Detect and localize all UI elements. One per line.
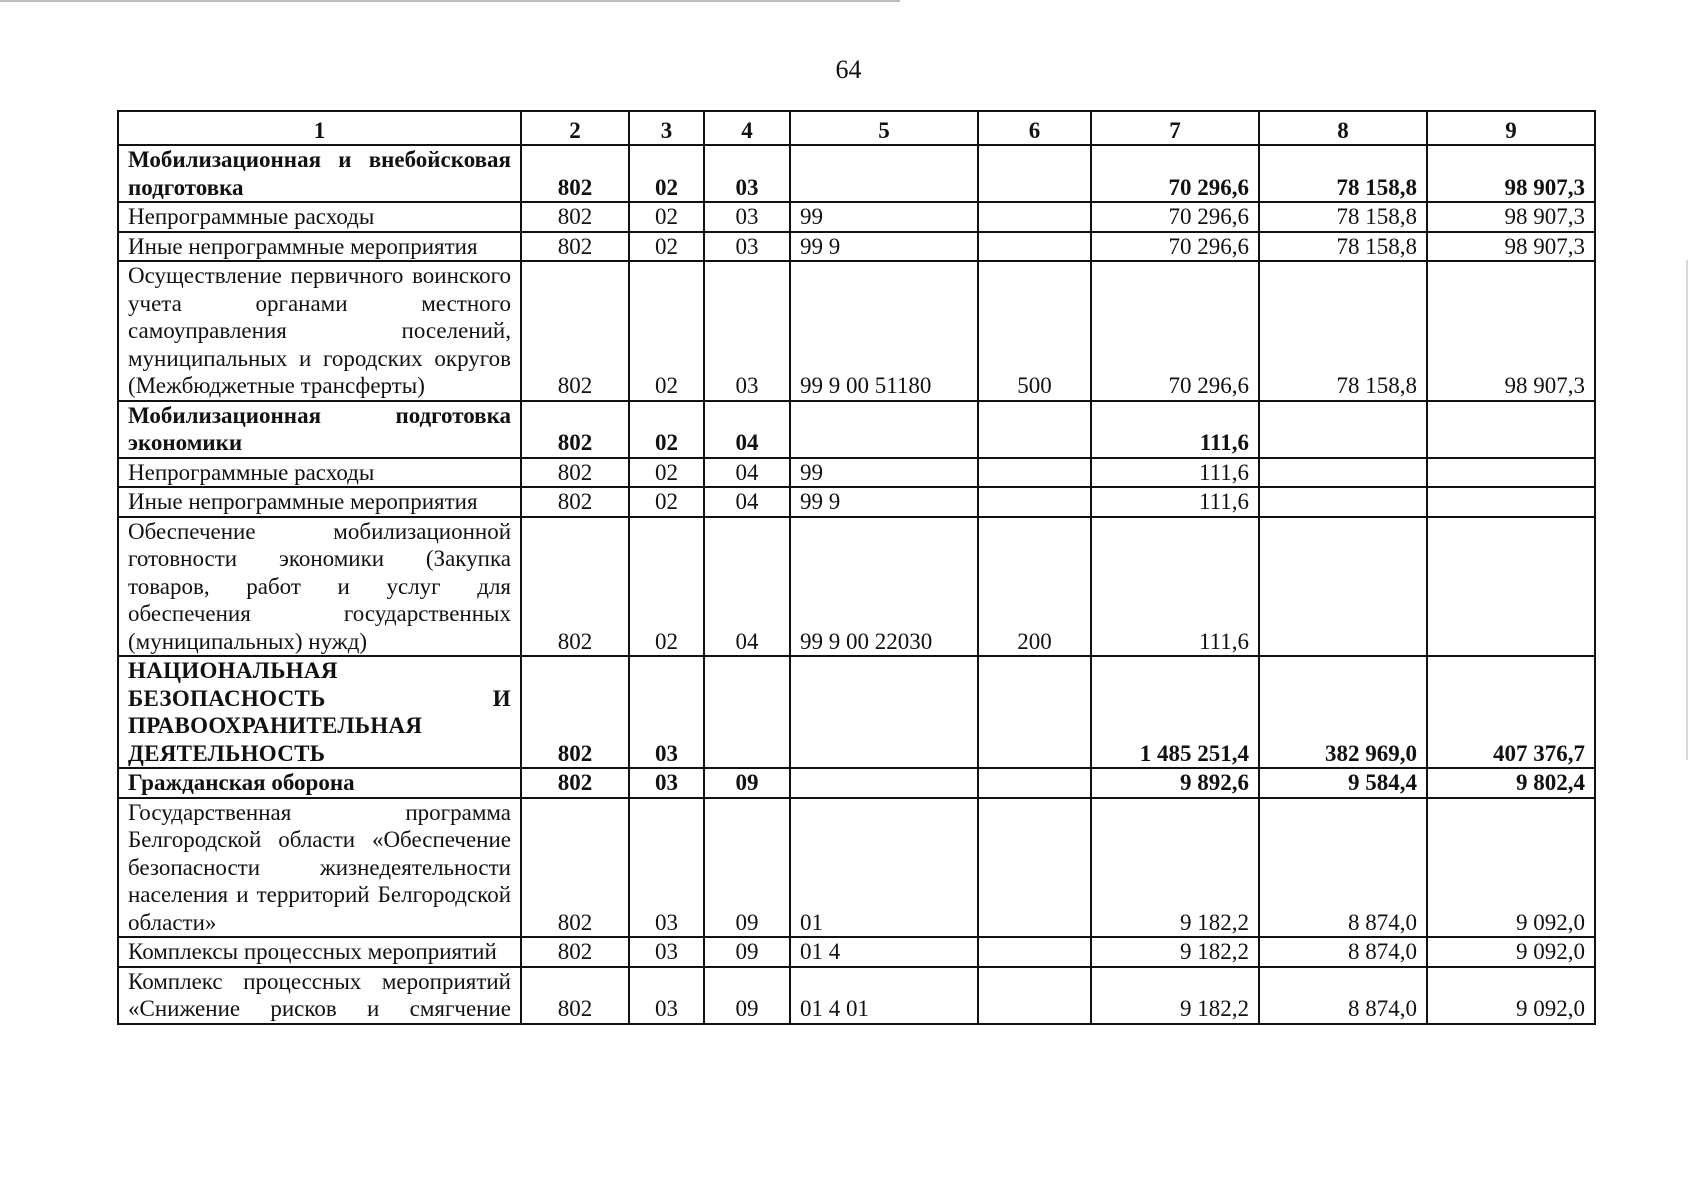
cell-col4: 04 xyxy=(704,458,790,488)
cell-col3: 03 xyxy=(629,798,704,938)
cell-col5: 99 xyxy=(790,202,978,232)
cell-col3: 02 xyxy=(629,401,704,458)
cell-col2: 802 xyxy=(521,967,629,1024)
cell-col6: 200 xyxy=(978,517,1091,657)
table-row xyxy=(118,937,1595,967)
cell-col3: 02 xyxy=(629,202,704,232)
cell-col8: 78 158,8 xyxy=(1259,232,1427,262)
cell-col4: 09 xyxy=(704,768,790,798)
row-name-cell: Иные непрограммные мероприятия xyxy=(118,232,521,262)
cell-col3: 02 xyxy=(629,145,704,202)
cell-col4: 09 xyxy=(704,798,790,938)
cell-col3: 02 xyxy=(629,517,704,657)
cell-col4: 09 xyxy=(704,937,790,967)
cell-col5 xyxy=(790,401,978,458)
cell-col4: 09 xyxy=(704,967,790,1024)
cell-col8: 78 158,8 xyxy=(1259,202,1427,232)
cell-col8: 78 158,8 xyxy=(1259,261,1427,401)
cell-col5: 99 xyxy=(790,458,978,488)
cell-col5: 99 9 xyxy=(790,232,978,262)
cell-col6 xyxy=(978,232,1091,262)
cell-col8: 9 584,4 xyxy=(1259,768,1427,798)
cell-col6 xyxy=(978,798,1091,938)
cell-col2: 802 xyxy=(521,768,629,798)
cell-col6 xyxy=(978,401,1091,458)
cell-col9: 9 092,0 xyxy=(1427,798,1595,938)
cell-col7: 9 182,2 xyxy=(1091,798,1259,938)
table-row xyxy=(118,798,1595,938)
cell-col8: 8 874,0 xyxy=(1259,937,1427,967)
cell-col4 xyxy=(704,656,790,768)
cell-col2: 802 xyxy=(521,458,629,488)
cell-col6 xyxy=(978,202,1091,232)
cell-col9: 98 907,3 xyxy=(1427,145,1595,202)
cell-col3: 03 xyxy=(629,656,704,768)
cell-col6: 500 xyxy=(978,261,1091,401)
cell-col9: 407 376,7 xyxy=(1427,656,1595,768)
table-row xyxy=(118,232,1595,262)
header-cell: 9 xyxy=(1427,111,1595,145)
header-cell: 2 xyxy=(521,111,629,145)
cell-col2: 802 xyxy=(521,232,629,262)
cell-col4: 03 xyxy=(704,232,790,262)
row-name-cell: Осуществление первичного воинского учета органами местного самоуправления поселений, муниципальных и городских округов (Межбюджетные трансферты) xyxy=(118,261,521,401)
cell-col2: 802 xyxy=(521,401,629,458)
cell-col3: 02 xyxy=(629,487,704,517)
cell-col4: 04 xyxy=(704,517,790,657)
row-name-cell: Государственная программа Белгородской области «Обеспечение безопасности жизнедеятельности населения и территорий Белгородской области» xyxy=(118,798,521,938)
cell-col8: 8 874,0 xyxy=(1259,798,1427,938)
cell-col2: 802 xyxy=(521,937,629,967)
cell-col4: 04 xyxy=(704,401,790,458)
scan-edge-mark xyxy=(1686,260,1688,760)
cell-col5 xyxy=(790,768,978,798)
row-name-cell: Гражданская оборона xyxy=(118,768,521,798)
cell-col8: 382 969,0 xyxy=(1259,656,1427,768)
cell-col6 xyxy=(978,656,1091,768)
cell-col6 xyxy=(978,937,1091,967)
table-row xyxy=(118,261,1595,401)
header-cell: 3 xyxy=(629,111,704,145)
cell-col7: 70 296,6 xyxy=(1091,145,1259,202)
table-row xyxy=(118,145,1595,202)
row-name-cell: Иные непрограммные мероприятия xyxy=(118,487,521,517)
cell-col7: 70 296,6 xyxy=(1091,232,1259,262)
cell-col9: 98 907,3 xyxy=(1427,261,1595,401)
table-row xyxy=(118,656,1595,768)
cell-col2: 802 xyxy=(521,202,629,232)
cell-col6 xyxy=(978,967,1091,1024)
cell-col2: 802 xyxy=(521,656,629,768)
cell-col5: 01 4 01 xyxy=(790,967,978,1024)
cell-col3: 03 xyxy=(629,937,704,967)
cell-col3: 02 xyxy=(629,261,704,401)
table-row xyxy=(118,202,1595,232)
header-cell: 7 xyxy=(1091,111,1259,145)
cell-col5: 99 9 00 22030 xyxy=(790,517,978,657)
cell-col5: 01 xyxy=(790,798,978,938)
cell-col3: 03 xyxy=(629,768,704,798)
table-row xyxy=(118,401,1595,458)
cell-col5: 99 9 xyxy=(790,487,978,517)
cell-col6 xyxy=(978,768,1091,798)
cell-col9: 9 092,0 xyxy=(1427,967,1595,1024)
cell-col8 xyxy=(1259,458,1427,488)
cell-col5: 01 4 xyxy=(790,937,978,967)
cell-col2: 802 xyxy=(521,517,629,657)
cell-col7: 9 182,2 xyxy=(1091,967,1259,1024)
cell-col8 xyxy=(1259,517,1427,657)
cell-col7: 70 296,6 xyxy=(1091,202,1259,232)
row-name-cell: Обеспечение мобилизационной готовности экономики (Закупка товаров, работ и услуг для обеспечения государственных (муниципальных) нужд) xyxy=(118,517,521,657)
cell-col3: 03 xyxy=(629,967,704,1024)
cell-col2: 802 xyxy=(521,145,629,202)
scan-border-line xyxy=(0,0,900,2)
table-row xyxy=(118,458,1595,488)
table-row xyxy=(118,768,1595,798)
row-name-cell: Комплексы процессных мероприятий xyxy=(118,937,521,967)
header-cell: 1 xyxy=(118,111,521,145)
cell-col7: 70 296,6 xyxy=(1091,261,1259,401)
cell-col8: 8 874,0 xyxy=(1259,967,1427,1024)
header-cell: 6 xyxy=(978,111,1091,145)
row-name-cell: Непрограммные расходы xyxy=(118,202,521,232)
cell-col8 xyxy=(1259,401,1427,458)
row-name-cell: Мобилизационная и внебойсковая подготовка xyxy=(118,145,521,202)
cell-col4: 03 xyxy=(704,145,790,202)
cell-col3: 02 xyxy=(629,232,704,262)
cell-col5 xyxy=(790,656,978,768)
cell-col2: 802 xyxy=(521,487,629,517)
cell-col7: 9 892,6 xyxy=(1091,768,1259,798)
cell-col4: 03 xyxy=(704,202,790,232)
cell-col9 xyxy=(1427,401,1595,458)
cell-col2: 802 xyxy=(521,798,629,938)
cell-col9: 98 907,3 xyxy=(1427,232,1595,262)
cell-col9: 9 092,0 xyxy=(1427,937,1595,967)
table-row xyxy=(118,967,1595,1024)
cell-col6 xyxy=(978,458,1091,488)
cell-col4: 04 xyxy=(704,487,790,517)
cell-col6 xyxy=(978,145,1091,202)
cell-col8 xyxy=(1259,487,1427,517)
cell-col9 xyxy=(1427,517,1595,657)
cell-col7: 111,6 xyxy=(1091,517,1259,657)
cell-col7: 111,6 xyxy=(1091,401,1259,458)
table-row xyxy=(118,517,1595,657)
cell-col9 xyxy=(1427,458,1595,488)
cell-col7: 9 182,2 xyxy=(1091,937,1259,967)
header-cell: 4 xyxy=(704,111,790,145)
cell-col3: 02 xyxy=(629,458,704,488)
row-name-cell: Комплекс процессных мероприятий «Снижение рисков и смягчение xyxy=(118,967,521,1024)
row-name-cell: Мобилизационная подготовка экономики xyxy=(118,401,521,458)
header-cell: 8 xyxy=(1259,111,1427,145)
cell-col9 xyxy=(1427,487,1595,517)
cell-col2: 802 xyxy=(521,261,629,401)
cell-col7: 111,6 xyxy=(1091,458,1259,488)
header-cell: 5 xyxy=(790,111,978,145)
cell-col8: 78 158,8 xyxy=(1259,145,1427,202)
row-name-cell: Непрограммные расходы xyxy=(118,458,521,488)
table-header-row xyxy=(118,111,1595,145)
budget-table xyxy=(117,110,1596,1025)
cell-col5 xyxy=(790,145,978,202)
cell-col7: 111,6 xyxy=(1091,487,1259,517)
cell-col7: 1 485 251,4 xyxy=(1091,656,1259,768)
page-number: 64 xyxy=(835,55,862,84)
cell-col6 xyxy=(978,487,1091,517)
row-name-cell: НАЦИОНАЛЬНАЯ БЕЗОПАСНОСТЬ И ПРАВООХРАНИТЕЛЬНАЯ ДЕЯТЕЛЬНОСТЬ xyxy=(118,656,521,768)
cell-col9: 98 907,3 xyxy=(1427,202,1595,232)
cell-col9: 9 802,4 xyxy=(1427,768,1595,798)
table-row xyxy=(118,487,1595,517)
cell-col5: 99 9 00 51180 xyxy=(790,261,978,401)
cell-col4: 03 xyxy=(704,261,790,401)
